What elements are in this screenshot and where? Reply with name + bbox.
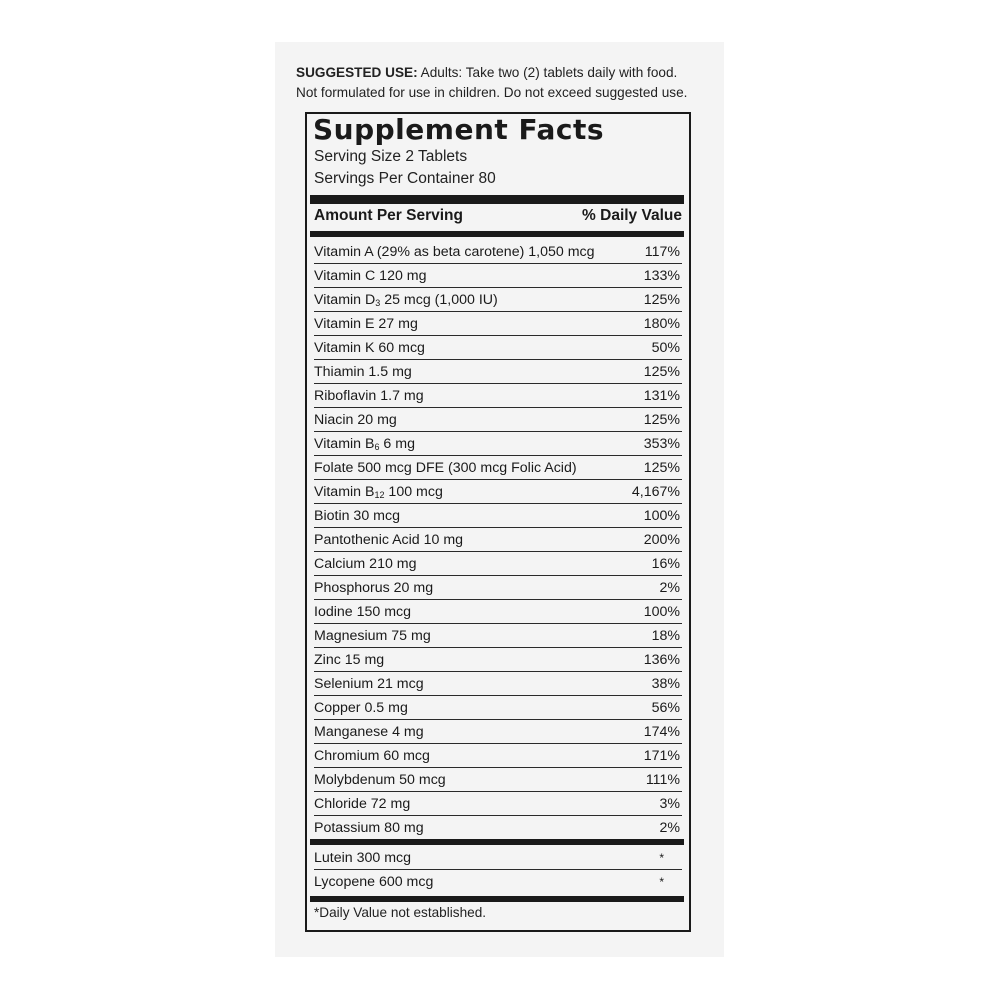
daily-value: 125% — [643, 364, 680, 380]
daily-value: 38% — [651, 676, 680, 692]
nutrient-name: Vitamin $B_6$ 6 mg — [314, 436, 415, 452]
table-row — [314, 432, 682, 456]
daily-value: 200% — [643, 532, 680, 548]
table-row — [314, 870, 682, 894]
nutrient-name: Lutein 300 mcg — [314, 850, 412, 866]
daily-value: 133% — [643, 268, 680, 284]
table-row — [314, 264, 682, 288]
table-row — [314, 288, 682, 312]
table-row — [314, 576, 682, 600]
nutrient-name: Vitamin C 120 mg — [314, 268, 427, 284]
table-row — [314, 240, 682, 264]
daily-value: 4,167% — [631, 484, 680, 500]
servings-per-container: Servings Per Container 80 — [314, 170, 496, 187]
daily-value: 3% — [659, 796, 680, 812]
nutrient-name: Niacin 20 mg — [314, 412, 397, 428]
nutrient-name: Vitamin $B_{12}$ 100 mcg — [314, 484, 443, 500]
nutrient-name: Potassium 80 mg — [314, 820, 424, 836]
daily-value: 171% — [643, 748, 680, 764]
nutrient-name: Calcium 210 mg — [314, 556, 417, 572]
daily-value: 174% — [643, 724, 680, 740]
daily-value: 353% — [643, 436, 680, 452]
table-row — [314, 528, 682, 552]
nutrient-name: Thiamin 1.5 mg — [314, 364, 412, 380]
nutrient-name: Selenium 21 mcg — [314, 676, 424, 692]
table-row — [314, 720, 682, 744]
suggested-use-line1: Adults: Take two (2) tablets daily with food. — [417, 65, 678, 80]
table-row — [314, 456, 682, 480]
other-ingredients-table — [314, 846, 682, 894]
nutrient-name: Copper 0.5 mg — [314, 700, 408, 716]
daily-value: 125% — [643, 460, 680, 476]
nutrient-name: Magnesium 75 mg — [314, 628, 431, 644]
daily-value: 100% — [643, 604, 680, 620]
table-row — [314, 312, 682, 336]
table-row — [314, 504, 682, 528]
daily-value: 2% — [659, 580, 680, 596]
daily-value: * — [659, 851, 664, 865]
daily-value: 131% — [643, 388, 680, 404]
daily-value: 136% — [643, 652, 680, 668]
footnote: *Daily Value not established. — [314, 905, 487, 920]
table-row — [314, 336, 682, 360]
table-row — [314, 408, 682, 432]
nutrient-name: Lycopene 600 mcg — [314, 874, 434, 890]
table-row — [314, 624, 682, 648]
serving-size: Serving Size 2 Tablets — [314, 148, 468, 165]
nutrient-name: Manganese 4 mg — [314, 724, 424, 740]
table-row — [314, 792, 682, 816]
table-row — [314, 816, 682, 840]
daily-value: 125% — [643, 412, 680, 428]
daily-value: * — [659, 875, 664, 889]
thick-divider-other — [310, 839, 684, 845]
table-row — [314, 672, 682, 696]
nutrient-name: Zinc 15 mg — [314, 652, 385, 668]
thick-divider-bottom — [310, 896, 684, 902]
daily-value: 125% — [643, 292, 680, 308]
suggested-use-label: SUGGESTED USE: — [296, 65, 418, 80]
table-row — [314, 846, 682, 870]
nutrient-name: Vitamin A (29% as beta carotene) 1,050 mcg — [314, 244, 595, 260]
table-row — [314, 552, 682, 576]
thick-divider-header — [310, 231, 684, 237]
header-amount-per-serving: Amount Per Serving — [314, 207, 463, 224]
daily-value: 50% — [651, 340, 680, 356]
nutrient-name: Vitamin K 60 mcg — [314, 340, 425, 356]
daily-value: 56% — [651, 700, 680, 716]
header-daily-value: % Daily Value — [582, 207, 682, 224]
nutrient-table — [314, 240, 682, 840]
suggested-use-line2: Not formulated for use in children. Do not exceed suggested use. — [296, 85, 688, 100]
table-header — [314, 207, 682, 225]
daily-value: 16% — [651, 556, 680, 572]
nutrient-name: Molybdenum 50 mcg — [314, 772, 446, 788]
table-row — [314, 696, 682, 720]
table-row — [314, 600, 682, 624]
nutrient-name: Riboflavin 1.7 mg — [314, 388, 424, 404]
daily-value: 100% — [643, 508, 680, 524]
daily-value: 180% — [643, 316, 680, 332]
nutrient-name: Folate 500 mcg DFE (300 mcg Folic Acid) — [314, 460, 577, 476]
daily-value: 111% — [645, 772, 680, 788]
daily-value: 117% — [644, 244, 680, 260]
table-row — [314, 360, 682, 384]
nutrient-name: Chromium 60 mcg — [314, 748, 430, 764]
nutrient-name: Phosphorus 20 mg — [314, 580, 434, 596]
panel-title: Supplement Facts — [313, 113, 605, 146]
table-row — [314, 744, 682, 768]
nutrient-name: Biotin 30 mcg — [314, 508, 400, 524]
nutrient-name: Pantothenic Acid 10 mg — [314, 532, 464, 548]
thick-divider-top — [310, 195, 684, 204]
daily-value: 18% — [651, 628, 680, 644]
suggested-use-text — [296, 63, 716, 103]
nutrient-name: Vitamin $D_3$ 25 mcg (1,000 IU) — [314, 292, 498, 308]
table-row — [314, 384, 682, 408]
table-row — [314, 480, 682, 504]
table-row — [314, 648, 682, 672]
table-row — [314, 768, 682, 792]
nutrient-name: Iodine 150 mcg — [314, 604, 412, 620]
nutrient-name: Chloride 72 mg — [314, 796, 411, 812]
nutrient-name: Vitamin E 27 mg — [314, 316, 418, 332]
daily-value: 2% — [659, 820, 680, 836]
